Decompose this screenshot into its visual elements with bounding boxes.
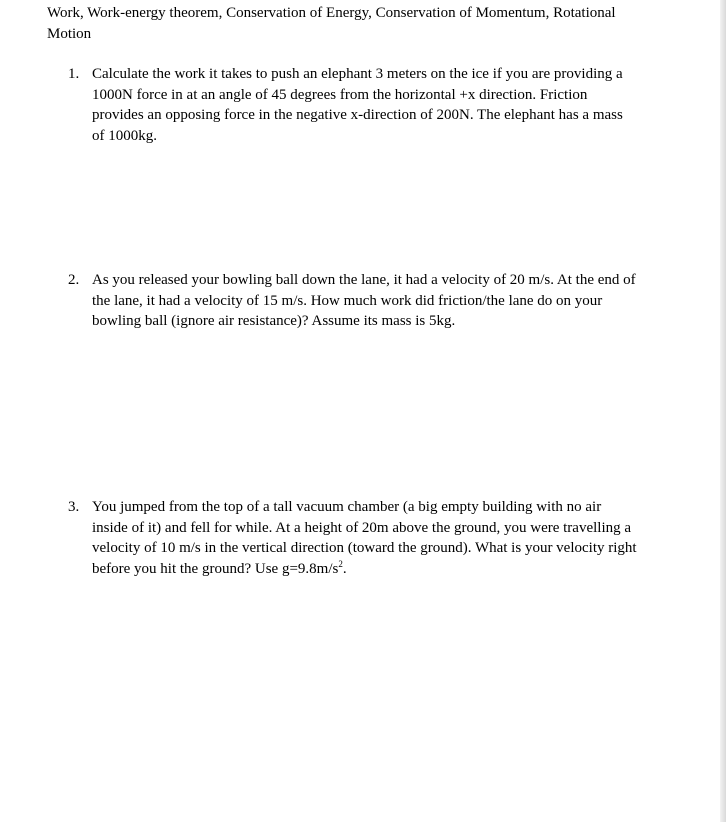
superscript-exponent: 2 (338, 558, 343, 569)
question-text-tail: . (342, 560, 347, 577)
question-text-wrapper (92, 497, 638, 579)
question-number: 2. (68, 272, 80, 288)
question-3 (68, 497, 638, 579)
question-2 (68, 270, 638, 332)
page-edge-shadow (720, 0, 726, 822)
question-text: You jumped from the top of a tall vacuum chamber (a big empty building with no air inside of it) and fell for while. At a height of 20m above the ground, you were travelling a velocity of 10 m/s in the vertical direction (toward the ground). What is your velocity right before you hit the ground? Use g=9.8m/s (92, 499, 637, 577)
question-text: Calculate the work it takes to push an elephant 3 meters on the ice if you are providing a 1000N force in at an angle of 45 degrees from the horizontal +x direction. Friction provides an opposing force in the negative x-direction of 200N. The elephant has a mass of 1000kg. (92, 66, 623, 144)
question-text: As you released your bowling ball down the lane, it had a velocity of 20 m/s. At the end of the lane, it had a velocity of 15 m/s. How much work did friction/the lane do on your bowling ball (ignore air resistance)? Assume its mass is 5kg. (92, 272, 636, 329)
question-1 (68, 64, 638, 146)
question-number: 3. (68, 499, 80, 515)
question-number: 1. (68, 66, 80, 82)
document-heading: Work, Work-energy theorem, Conservation of Energy, Conservation of Momentum, Rotational Motion (47, 5, 616, 42)
